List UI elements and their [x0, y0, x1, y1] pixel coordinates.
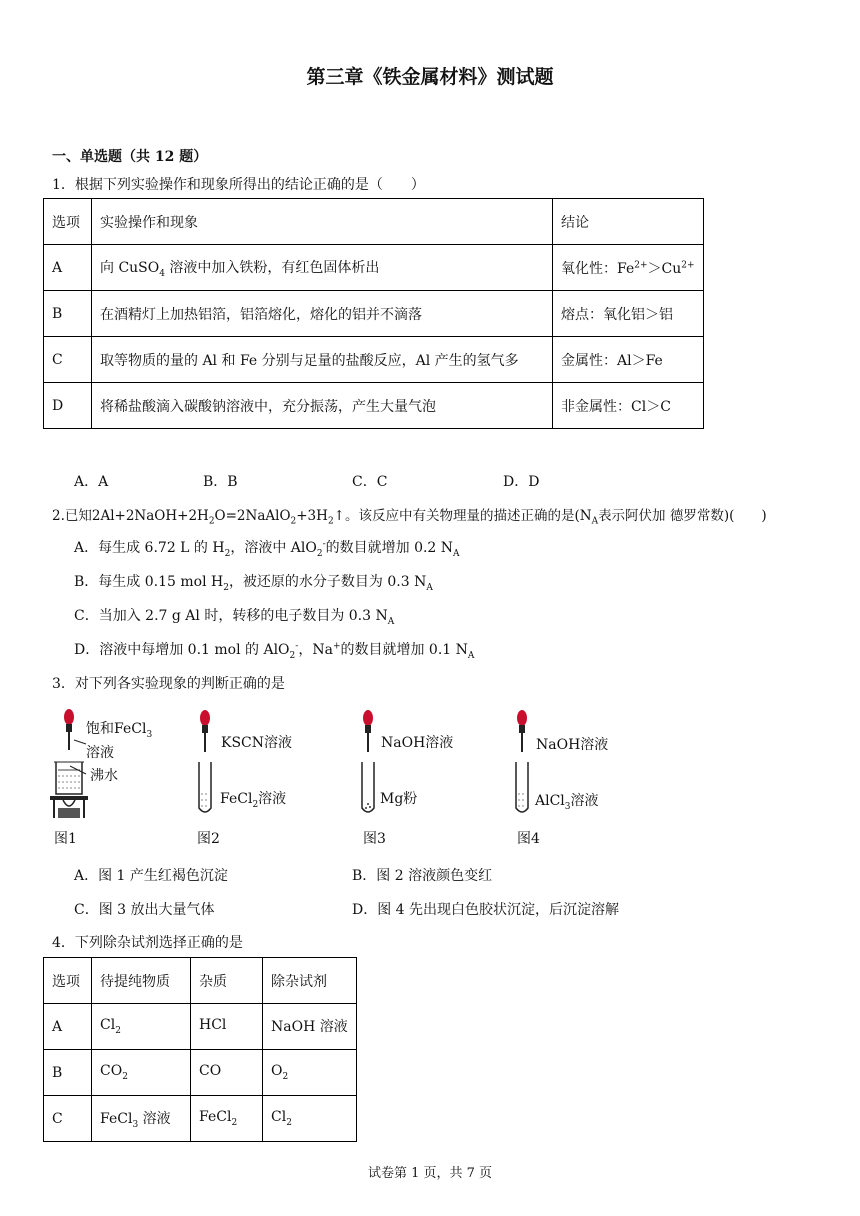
choice-b: B．图 2 溶液颜色变红: [352, 868, 493, 884]
header-cell: 选项: [44, 958, 92, 1004]
impurity-cell: HCl: [191, 1004, 263, 1050]
option-cell: B: [44, 1050, 92, 1096]
option-cell: A: [44, 245, 92, 291]
choice-a: A．每生成 6.72 L 的 $H_2$，溶液中 AlO$_2$-的数目就增加 0.2 $N_A$: [74, 539, 460, 559]
impurity-cell: FeCl$_2$: [191, 1096, 263, 1142]
test-tube-icon: [199, 762, 211, 812]
page-footer: 试卷第 1 页，共 7 页: [367, 1166, 493, 1181]
question-3-stem: 3．对下列各实验现象的判断正确的是: [52, 676, 285, 692]
question-2-stem: 2.已知$2Al+2NaOH+2H_2O=2NaAlO_2+3H_2↑$。该反应中有关物理量的描述正确的是($N_A$表示阿伏加 德罗常数)( ): [52, 508, 767, 527]
operation-cell: 在酒精灯上加热铝箔，铝箔熔化，熔化的铝并不滴落: [92, 291, 553, 337]
test-tube-icon: [516, 762, 528, 812]
header-cell: 待提纯物质: [92, 958, 191, 1004]
header-cell: 杂质: [191, 958, 263, 1004]
impurity-cell: CO: [191, 1050, 263, 1096]
choice-b: B．B: [203, 474, 238, 490]
flame-icon: [63, 800, 75, 806]
table-row: [44, 291, 704, 337]
alcohol-lamp-icon: [58, 808, 80, 818]
figure-4-tube-label: AlCl$_3$溶液: [535, 793, 599, 812]
header-cell: 结论: [553, 199, 704, 245]
figure-1-liquid-label: 沸水: [90, 768, 118, 784]
operation-cell: 取等物质的量的 Al 和 Fe 分别与足量的盐酸反应，Al 产生的氢气多: [92, 337, 553, 383]
choice-c: C．当加入 2.7 g Al 时，转移的电子数目为 0.3 $N_A$: [74, 608, 395, 627]
reagent-cell: $O_2$: [263, 1050, 357, 1096]
figure-2-reagent-label: KSCN溶液: [221, 735, 293, 751]
table-row: [44, 383, 704, 429]
choice-c: C．C: [352, 474, 388, 490]
figure-2-tube-label: FeCl$_2$溶液: [220, 791, 287, 810]
dropper-bulb-icon: [517, 710, 527, 726]
figure-2-caption: 图2: [197, 831, 220, 847]
substance-cell: FeCl$_3$ 溶液: [92, 1096, 191, 1142]
operation-cell: 将稀盐酸滴入碳酸钠溶液中，充分振荡，产生大量气泡: [92, 383, 553, 429]
reagent-cell: $Cl_2$: [263, 1096, 357, 1142]
figure-4-caption: 图4: [517, 831, 540, 847]
table-row: [44, 1004, 357, 1050]
figure-3-reagent-label: NaOH溶液: [381, 735, 454, 751]
table-row: [44, 245, 704, 291]
question-4-stem: 4．下列除杂试剂选择正确的是: [52, 935, 243, 951]
figure-4-reagent-label: NaOH溶液: [536, 737, 609, 753]
conclusion-cell: 非金属性：Cl＞C: [553, 383, 704, 429]
header-cell: 选项: [44, 199, 92, 245]
dropper-bulb-icon: [363, 710, 373, 726]
beaker-icon: [56, 762, 82, 794]
table-row: [44, 1050, 357, 1096]
choice-d: D．D: [503, 474, 540, 490]
section-heading: 一、单选题（共 12 题）: [52, 149, 208, 165]
choice-d: D．图 4 先出现白色胶状沉淀，后沉淀溶解: [352, 902, 620, 918]
option-cell: D: [44, 383, 92, 429]
figure-3-tube-label: Mg粉: [380, 791, 418, 807]
table-row: [44, 1096, 357, 1142]
option-cell: B: [44, 291, 92, 337]
operation-cell: 向 CuSO$_4$ 溶液中加入铁粉，有红色固体析出: [92, 245, 553, 291]
wire-gauze-icon: [50, 796, 88, 800]
header-cell: 实验操作和现象: [92, 199, 553, 245]
substance-cell: $CO_2$: [92, 1050, 191, 1096]
option-cell: A: [44, 1004, 92, 1050]
option-cell: C: [44, 1096, 92, 1142]
table-header-row: [44, 199, 704, 245]
dropper-bulb-icon: [200, 710, 210, 726]
conclusion-cell: 氧化性：$Fe^{2+}>Cu^{2+}$: [553, 245, 704, 291]
question-4-table: [43, 957, 357, 1142]
figure-1-reagent-label: 饱和FeCl$_3$ 溶液: [86, 721, 153, 761]
table-row: [44, 337, 704, 383]
substance-cell: $Cl_2$: [92, 1004, 191, 1050]
figure-3-caption: 图3: [363, 831, 386, 847]
conclusion-cell: 金属性：Al＞Fe: [553, 337, 704, 383]
table-header-row: [44, 958, 357, 1004]
dropper-bulb-icon: [64, 709, 74, 725]
figure-1-caption: 图1: [54, 831, 77, 847]
question-1-table: [43, 198, 704, 429]
header-cell: 除杂试剂: [263, 958, 357, 1004]
choice-c: C．图 3 放出大量气体: [74, 902, 215, 918]
conclusion-cell: 熔点：氧化铝＞铝: [553, 291, 704, 337]
choice-a: A．A: [74, 474, 109, 490]
choice-b: B．每生成 0.15 mol $H_2$，被还原的水分子数目为 0.3 $N_A$: [74, 574, 433, 593]
reagent-cell: NaOH 溶液: [263, 1004, 357, 1050]
choice-a: A．图 1 产生红褐色沉淀: [74, 868, 228, 884]
question-1-stem: 1．根据下列实验操作和现象所得出的结论正确的是（ ）: [52, 177, 425, 193]
option-cell: C: [44, 337, 92, 383]
choice-d: D．溶液中每增加 0.1 mol 的 AlO$_2$-，Na+的数目就增加 0.1 $N_A$: [74, 641, 475, 661]
page-title: 第三章《铁金属材料》测试题: [306, 66, 554, 88]
